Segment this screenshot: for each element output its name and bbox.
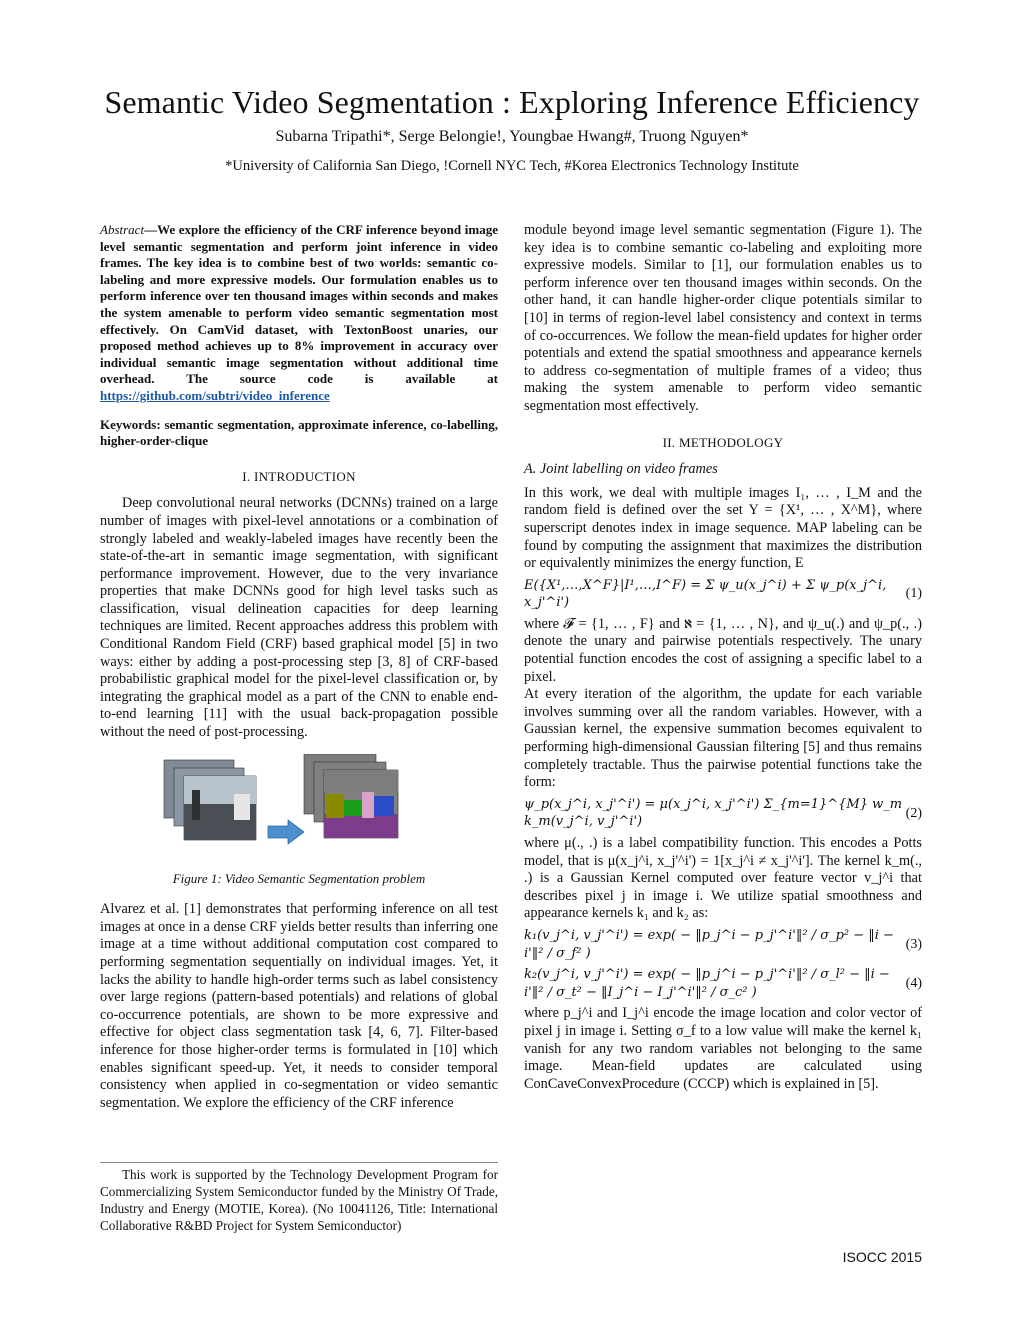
equation-4-body: k₂(v_j^i, v_j'^i') = exp( − ‖p_j^i − p_j'^i'‖² / σ_l² − ‖i − i'‖² / σ_t² − ‖I_j^i − I_j'^i'‖² / σ_c² ) xyxy=(524,967,890,1000)
paper-title: Semantic Video Segmentation : Exploring Inference Efficiency xyxy=(104,84,920,120)
intro-paragraph-1: Deep convolutional neural networks (DCNNs) trained on a large number of images with pixel-level annotations or a combination of strongly labeled and weakly-labeled images have recently been the state-of-the-art in semantic image segmentation, with significant performance improvement. However, due to the very invariance properties that make DCNNs good for high level tasks such as classification, visual delineation capacities for deep learning techniques are limited. Recent approaches address this problem with Conditional Random Field (CRF) based graphical model [5] in two ways: either by adding a post-processing step [3, 8] of CRF-based probabilistic graphical model for the pixel-level classification or, by integrating the graphical model as a part of the CNN to enable end-to-end learning [11] with the usual back-propagation possible without the need of post-processing. xyxy=(100,495,498,741)
abstract xyxy=(100,222,498,405)
abstract-lead: Abstract xyxy=(100,222,145,237)
equation-1 xyxy=(524,577,922,612)
equation-3-body: k₁(v_j^i, v_j'^i') = exp( − ‖p_j^i − p_j'^i'‖² / σ_p² − ‖i − i'‖² / σ_f² ) xyxy=(524,927,894,961)
source-code-link[interactable]: https://github.com/subtri/video_inference xyxy=(100,387,330,403)
seg-vehicle xyxy=(362,792,374,818)
right-paragraph-1: module beyond image level semantic segmentation (Figure 1). The key idea is to combine semantic co-labeling and exploiting more expressive models. Similar to [1], our formulation enables us to perform inference over ten thousand images within seconds. On the other hand, it can handle higher-order clique potentials similar to [10] in terms of region-level label consistency and context in terms of co-occurrences. We follow the mean-field updates for higher order potentials and extend the spatial smoothness and appearance kernels to address co-segmentation of multiple frames of a video; thus making the system amenable to perform video semantic segmentation most effectively. xyxy=(524,222,922,414)
footnote: This work is supported by the Technology Development Program for Commercializing System Semiconductor funded by the Ministry Of Trade, Industry and Energy (MOTIE, Korea). (No 10041126, Title: International Collaborative R&BD Project for System Semiconductor) xyxy=(100,1167,498,1233)
figure-1-caption: Figure 1: Video Semantic Segmentation problem xyxy=(172,870,426,886)
equation-1-number: (1) xyxy=(905,586,922,602)
equation-3-number: (3) xyxy=(905,936,922,952)
venue-label: ISOCC 2015 xyxy=(842,1249,922,1265)
author-list: Subarna Tripathi*, Serge Belongie!, Youngbae Hwang#, Truong Nguyen* xyxy=(275,128,749,145)
section-heading-introduction: I. INTRODUCTION xyxy=(242,468,356,484)
equation-4-number: (4) xyxy=(905,975,922,991)
tree-shape xyxy=(192,790,200,820)
equation-2-body: ψ_p(x_j^i, x_j'^i') = μ(x_j^i, x_j'^i') Σ_{m=1}^{M} w_m k_m(v_j^i, v_j'^i') xyxy=(524,796,903,830)
right-paragraph-5: where μ(., .) is a label compatibility function. This encodes a Potts model, that is μ(x_j^i, x_j'^i') = 1[x_j^i ≠ x_j'^i']. The kernel k_m(., .) is a Gaussian Kernel computed over feature vector v_j^i that describes pixel j in image i. We utilize spatial smoothness and appearance kernels k₁ and k₂ as: xyxy=(524,835,922,922)
affiliations: *University of California San Diego, !Cornell NYC Tech, #Korea Electronics Technology Institute xyxy=(225,158,799,174)
equation-4 xyxy=(524,966,922,1001)
equation-2 xyxy=(524,796,922,831)
subsection-heading: A. Joint labelling on video frames xyxy=(524,461,718,478)
section-heading-methodology: II. METHODOLOGY xyxy=(662,434,784,450)
left-column xyxy=(100,222,498,1112)
equation-2-number: (2) xyxy=(905,805,922,821)
equation-1-body: E({X¹,…,X^F}|I¹,…,I^F) = Σ ψ_u(x_j^i) + Σ ψ_p(x_j^i, x_j'^i') xyxy=(524,577,887,611)
keywords: Keywords: semantic segmentation, approximate inference, co-labelling, higher-order-clique xyxy=(100,416,498,449)
right-paragraph-6: where p_j^i and I_j^i encode the image location and color vector of pixel j in image i. Setting σ_f to a low value will make the kernel k₁ vanish for any two random variables not belonging to the same image. Mean-field updates are calculated using ConCaveConvexProcedure (CCCP) which is explained in [5]. xyxy=(524,1005,922,1092)
seg-tree xyxy=(326,794,344,818)
seg-sky xyxy=(324,770,398,792)
seg-vegetation xyxy=(344,800,362,816)
abstract-body: —We explore the efficiency of the CRF inference beyond image level semantic segmentation and perform joint inference in video frames. The key idea is to combine best of two worlds: semantic co-labeling and more expressive models. Our formulation enables us to perform inference over ten thousand images within seconds and makes the system amenable to perform video semantic segmentation most effectively. On CamVid dataset, with TextonBoost unaries, our proposed method achieves up to 8% improvement in accuracy over individual semantic image segmentation without additional time overhead. The source code is available at xyxy=(100,222,498,387)
right-paragraph-4: At every iteration of the algorithm, the update for each variable involves summing over all the random variables. However, with a Gaussian kernel, the expensive summation becomes equivalent to performing high-dimensional Gaussian filtering [5] and thus remains completely tractable. Thus the pairwise potential functions take the form: xyxy=(524,686,922,791)
right-paragraph-2: In this work, we deal with multiple images I₁, … , I_M and the random field is defined over the set Y = {X¹, … , X^M}, where superscript denotes index in image sequence. MAP labeling can be found by computing the assignment that maximizes the distribution or equivalently minimizes the energy function, E xyxy=(524,484,922,572)
seg-building xyxy=(374,796,394,816)
footnote-rule xyxy=(100,1162,498,1163)
arrow-icon xyxy=(268,820,304,844)
truck-shape xyxy=(234,794,250,820)
right-paragraph-3: where 𝓕 = {1, … , F} and ℵ = {1, … , N}, and ψ_u(.) and ψ_p(., .) denote the unary and pairwise potentials respectively. The unary potential function encodes the cost of assigning a specific label to a pixel. xyxy=(524,615,922,685)
video-segmentation-figure xyxy=(100,754,498,864)
equation-3 xyxy=(524,927,922,962)
right-column xyxy=(524,222,922,1093)
intro-paragraph-2: Alvarez et al. [1] demonstrates that performing inference on all test images at once in a dense CRF yields better results than inferring one image at a time without additional computation cost compared to performing segmentation sequentially on individual images. Yet, it lacks the ability to handle high-order terms such as label consistency over large regions (pattern-based potentials) and relations of global co-occurrence potentials, are shown to be more expressive and effective for object class segmentation task [4, 6, 7]. Filter-based inference for those higher-order terms is formulated in [10] which enables significant speed-up. Yet, it needs to consider temporal consistency when applied in co-segmentation or video semantic segmentation. We explore the efficiency of the CRF inference xyxy=(100,901,498,1111)
figure-1 xyxy=(100,754,498,864)
